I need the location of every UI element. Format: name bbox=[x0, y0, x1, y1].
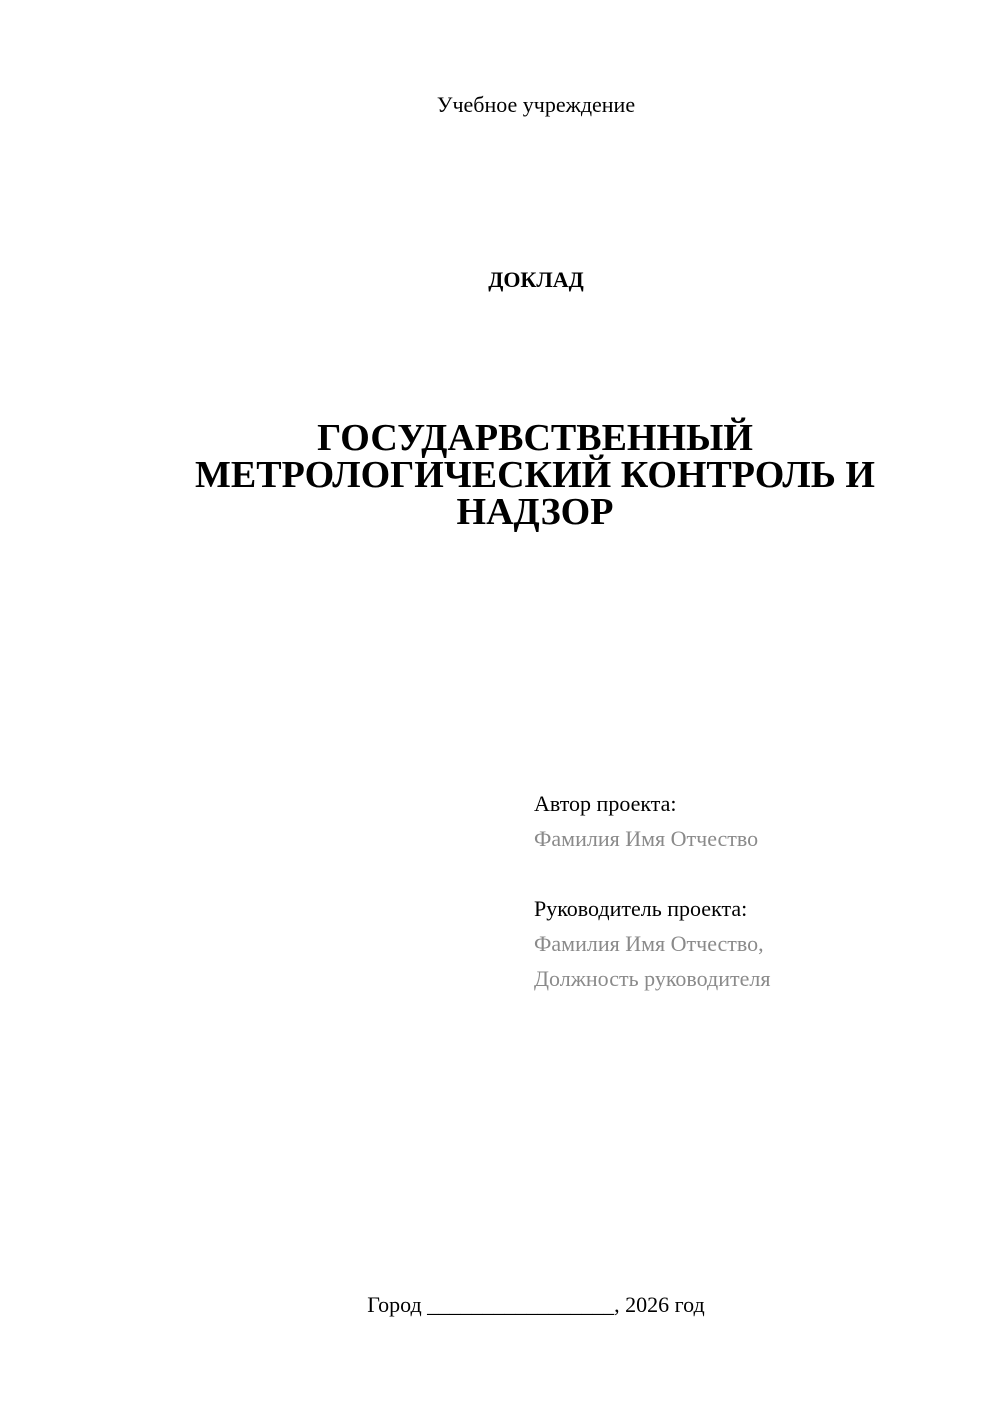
title-line-2: МЕТРОЛОГИЧЕСКИЙ КОНТРОЛЬ И bbox=[195, 454, 875, 496]
title-line-3: НАДЗОР bbox=[456, 491, 614, 533]
title-line-1: ГОСУДАРВСТВЕННЫЙ bbox=[317, 417, 753, 459]
city-blank: _________________ bbox=[427, 1292, 615, 1317]
supervisor-name: Фамилия Имя Отчество, bbox=[534, 931, 764, 956]
city-year-line bbox=[0, 1290, 1000, 1320]
city-label: Город bbox=[367, 1292, 422, 1317]
author-name: Фамилия Имя Отчество bbox=[534, 826, 759, 851]
project-people bbox=[534, 786, 974, 996]
supervisor-label: Руководитель проекта: bbox=[534, 896, 748, 921]
institution-name: Учебное учреждение bbox=[436, 92, 636, 117]
document-title bbox=[150, 417, 920, 533]
author-label: Автор проекта: bbox=[534, 791, 677, 816]
author-block bbox=[534, 786, 974, 856]
supervisor-position: Должность руководителя bbox=[534, 966, 771, 991]
supervisor-block bbox=[534, 891, 974, 996]
year-text: , 2026 год bbox=[614, 1292, 705, 1317]
document-type: ДОКЛАД bbox=[488, 267, 584, 292]
